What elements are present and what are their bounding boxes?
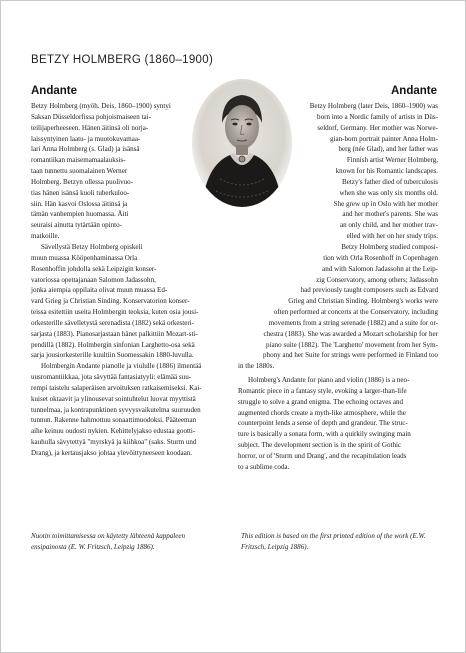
text-line: and her mother's parents. She was bbox=[342, 210, 438, 219]
text-line: zig Conservatory, among others; Jadassohn bbox=[316, 275, 438, 284]
text-line: romantiikan maisemamaalauksis- bbox=[31, 156, 126, 165]
text-line: Grieg and Christian Sinding. Holmberg's works were bbox=[288, 297, 438, 306]
text-line: laissyntyinen laatu- ja muotokuvamaa- bbox=[31, 134, 141, 143]
text-line: often performed at concerts at the Conservatory, including bbox=[273, 308, 438, 317]
text-line: muun muassa Kööpenhaminassa Orla bbox=[31, 253, 138, 262]
text-line: elled with her on her study trips. bbox=[346, 232, 438, 241]
text-line: Betzy Holmberg studied composi- bbox=[341, 242, 438, 251]
text-line: when she was only six months old. bbox=[339, 188, 438, 197]
text-line: tämän vanhempien huomassa. Äiti bbox=[31, 210, 129, 219]
text-line: known for his Romantic landscapes. bbox=[335, 167, 438, 176]
text-line: rempi taistelu salaperäisen arvoituksen ratkaisemiseksi. Kai- bbox=[31, 383, 202, 392]
english-edition-note: This edition is based on the first printed edition of the work (E.W. Fritzsch, Leipzig 1886). bbox=[241, 532, 426, 551]
text-line: sarjasta (1883). Pianosarjastaan hänet palkittiin Mozart-sti- bbox=[31, 329, 198, 338]
text-line: Drang), ja kertausjakso johtaa ylevöittyneeseen koodaan. bbox=[31, 449, 193, 457]
text-line: kuiset oktaavit ja ylinousevat sointuhtelut luovat myyttistä bbox=[31, 394, 196, 403]
text-line: orkesterille sävelletystä serenadista (1882) sekä orkesteri- bbox=[31, 318, 194, 327]
text-line: Rosenhoffin johdolla sekä Leipzigin konser- bbox=[31, 264, 157, 273]
text-line: sarja jousiorkesterille kuultiin Suomessakin 1880-luvulla. bbox=[31, 351, 194, 360]
text-line: She grew up in Oslo with her mother bbox=[333, 199, 438, 208]
right-section-heading: Andante bbox=[391, 85, 437, 97]
text-line: berg (née Glad), and her father was bbox=[338, 145, 438, 154]
text-line: augmented chords create a myth-like atmosphere, while the bbox=[238, 408, 406, 417]
text-line: uusromantiikkaa, jota sävyttää fantasiatyyli: elämää suu- bbox=[31, 373, 192, 382]
text-line: Betzy Holmberg (myöh. Deis, 1860–1900) syntyi bbox=[31, 102, 171, 110]
text-line: chestra (1883). She was awarded a Mozart scholarship for her bbox=[263, 329, 438, 338]
text-line: jonka aiempia oppilaita olivat muun muassa Ed- bbox=[31, 286, 168, 295]
text-line: matkoille. bbox=[31, 232, 60, 241]
text-line: vatoriossa opettajanaan Salomon Jadassohn, bbox=[31, 275, 156, 284]
text-line: born into a Nordic family of artists in Düs- bbox=[317, 112, 438, 121]
text-line: seuraisi ainutta tytärtään opinto- bbox=[31, 221, 122, 230]
text-line: aihe keinuu oudosti nykien. Kehittelyjakso edustaa gootti- bbox=[31, 427, 196, 436]
text-line: teilijaperheeseen. Hänen äitinsä oli norja- bbox=[31, 123, 149, 132]
text-line: in the 1880s. bbox=[238, 362, 275, 371]
text-line: lari Anna Holmberg (s. Glad) ja isänsä bbox=[31, 145, 140, 154]
text-line: subject. The development section is in the spirit of Gothic bbox=[238, 441, 402, 450]
text-line: counterpoint lends a sense of depth and grandeur. The struc- bbox=[238, 419, 408, 428]
text-line: pendillä (1882). Holmbergin sinfonian Larghetto-osa sekä bbox=[31, 340, 195, 349]
portrait-photo-icon bbox=[192, 79, 292, 207]
text-line: horror, or of 'Sturm und Drang', and the recapitulation leads bbox=[238, 452, 407, 460]
text-line: tunnelmaa, ja kontrapunktinen syvyysvaikutelma suuruuden bbox=[31, 405, 201, 414]
text-line: an only child, and her mother trav- bbox=[339, 221, 438, 230]
text-line: siin. Hän kasvoi Oslossa äitinsä ja bbox=[31, 199, 128, 208]
text-line: kauhulla sävytettyä "myrskyä ja kiihkoa" (saks. Sturm und bbox=[31, 438, 197, 447]
text-line: Holmberg. Betzyn ollessa puolivuo- bbox=[31, 177, 134, 186]
text-line: had previously taught composers such as Edvard bbox=[300, 286, 438, 295]
text-line: vard Grieg ja Christian Sinding. Konservatorion konser- bbox=[31, 297, 190, 306]
text-line: gian-born portrait painter Anna Holm- bbox=[329, 134, 438, 143]
text-line: Sävellystä Betzy Holmberg opiskeli bbox=[41, 242, 143, 251]
finnish-edition-note: Nuotin toimittamisessa on käytetty lähteenä kappaleen ensipainosta (E. W. Fritzsch, Leipzig 1886). bbox=[31, 532, 186, 551]
text-line: Saksan Düsseldorfissa pohjoismaiseen tai- bbox=[31, 112, 151, 121]
text-line: Holmberg's Andante for piano and violin (1886) is a neo- bbox=[248, 376, 410, 385]
page-title: BETZY HOLMBERG (1860–1900) bbox=[31, 54, 214, 66]
text-line: phony and her Suite for strings were performed in Finland too bbox=[263, 351, 438, 360]
text-line: tion with Orla Rosenhoff in Copenhagen bbox=[323, 253, 438, 262]
text-line: Finnish artist Werner Holmberg, bbox=[346, 156, 438, 165]
text-line: tunnun. Rakenne hahmottuu sonaattimuodoksi. Pääteeman bbox=[31, 416, 197, 425]
text-line: Holmbergin Andante pianolle ja viululle (1886) ilmentää bbox=[41, 362, 202, 371]
text-line: taan tunnettu suomalainen Werner bbox=[31, 167, 128, 176]
text-line: struggle to solve a grand enigma. The echoing octaves and bbox=[238, 397, 404, 406]
text-line: tias hänen isänsä kuoli tuberkuloo- bbox=[31, 188, 130, 197]
portrait-photo-graphic bbox=[192, 79, 292, 207]
text-line: Betzy Holmberg (later Deis, 1860–1900) was bbox=[309, 102, 438, 110]
text-line: to a sublime coda. bbox=[238, 462, 290, 471]
text-line: and with Salomon Jadassohn at the Leip- bbox=[322, 264, 438, 273]
text-line: piano suite (1882). The 'Larghetto' movement from her Sym- bbox=[266, 340, 438, 349]
text-line: seldorf, Germany. Her mother was Norwe- bbox=[317, 123, 438, 132]
text-line: ture is basically a sonata form, with a quirkily swinging main bbox=[238, 430, 411, 439]
left-section-heading: Andante bbox=[31, 85, 77, 97]
text-line: Betzy's father died of tuberculosis bbox=[342, 177, 438, 186]
text-line: Romantic piece in a fantasy style, evoking a larger-than-life bbox=[238, 386, 407, 395]
text-line: movements from a string serenade (1882) and a suite for or- bbox=[268, 318, 438, 327]
text-line: teissa esitettiin useita Holmbergin teoksia, kuten osia jousi- bbox=[31, 308, 199, 317]
